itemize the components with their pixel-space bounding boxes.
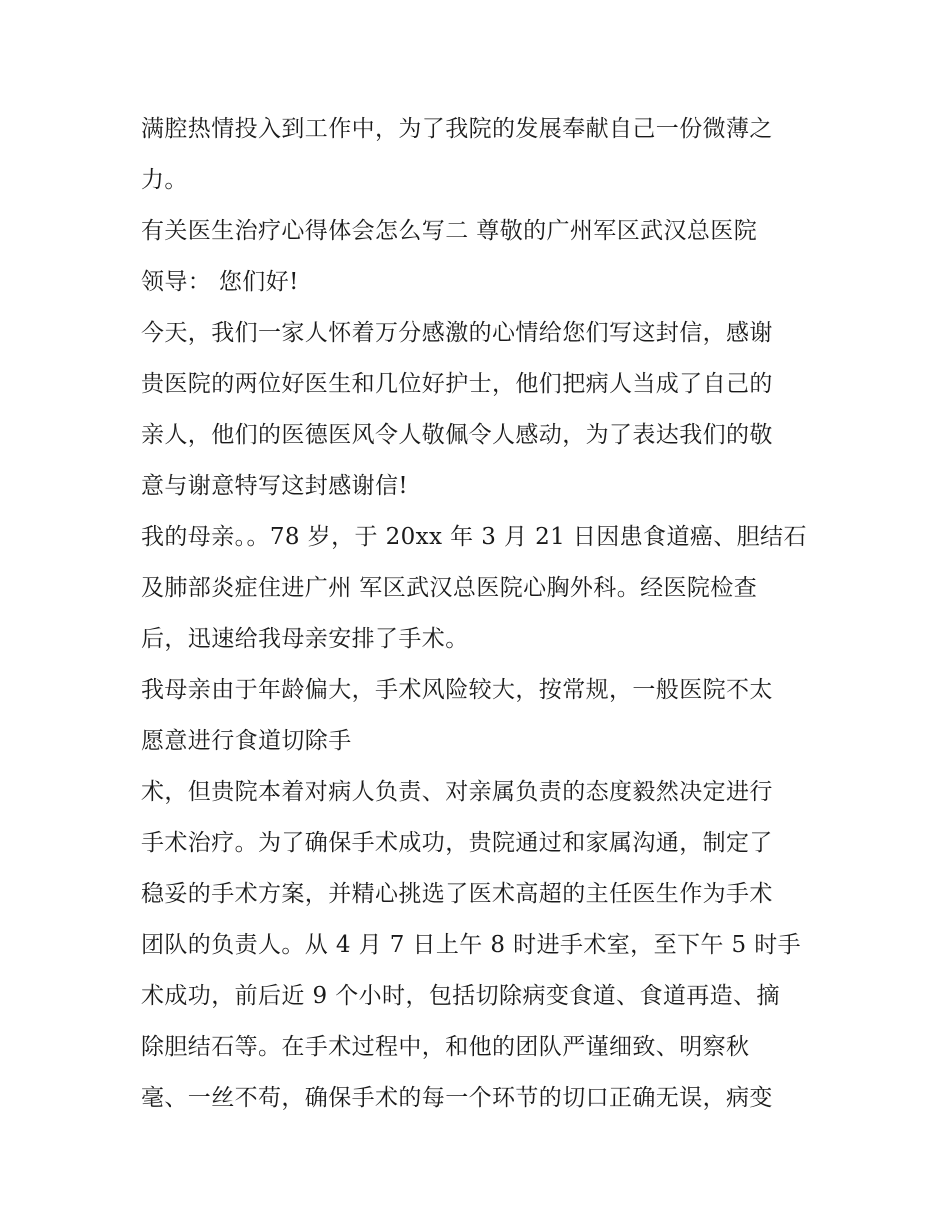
document-body bbox=[141, 104, 821, 1124]
text-line: 手术治疗。为了确保手术成功，贵院通过和家属沟通，制定了 bbox=[141, 830, 773, 856]
text-line: 有关医生治疗心得体会怎么写二 尊敬的广州军区武汉总医院 bbox=[141, 218, 758, 244]
text-line: 团队的负责人。从 4 月 7 日上午 8 时进手术室，至下午 5 时手 bbox=[141, 932, 802, 958]
text-line: 亲人，他们的医德医风令人敬佩令人感动，为了表达我们的敬 bbox=[141, 422, 773, 448]
text-line: 意与谢意特写这封感谢信! bbox=[141, 473, 409, 499]
text-line: 愿意进行食道切除手 bbox=[141, 728, 352, 754]
text-line: 术成功，前后近 9 个小时，包括切除病变食道、食道再造、摘 bbox=[141, 983, 780, 1009]
text-line: 除胆结石等。在手术过程中，和他的团队严谨细致、明察秋 bbox=[141, 1034, 750, 1060]
text-line: 术，但贵院本着对病人负责、对亲属负责的态度毅然决定进行 bbox=[141, 779, 773, 805]
text-line: 领导： 您们好! bbox=[141, 269, 299, 295]
text-line: 及肺部炎症住进广州 军区武汉总医院心胸外科。经医院检查 bbox=[141, 575, 758, 601]
text-line: 我母亲由于年龄偏大，手术风险较大，按常规，一般医院不太 bbox=[141, 677, 773, 703]
text-line: 满腔热情投入到工作中，为了我院的发展奉献自己一份微薄之 bbox=[141, 116, 773, 142]
text-line: 今天，我们一家人怀着万分感激的心情给您们写这封信，感谢 bbox=[141, 320, 773, 346]
text-line: 力。 bbox=[141, 167, 188, 193]
text-line: 稳妥的手术方案，并精心挑选了医术高超的主任医生作为手术 bbox=[141, 881, 773, 907]
text-line: 贵医院的两位好医生和几位好护士，他们把病人当成了自己的 bbox=[141, 371, 773, 397]
text-line: 毫、一丝不苟，确保手术的每一个环节的切口正确无误，病变 bbox=[141, 1085, 773, 1111]
text-line: 后，迅速给我母亲安排了手术。 bbox=[141, 626, 469, 652]
text-line: 我的母亲。。78 岁，于 20xx 年 3 月 21 日因患食道癌、胆结石 bbox=[141, 524, 807, 550]
